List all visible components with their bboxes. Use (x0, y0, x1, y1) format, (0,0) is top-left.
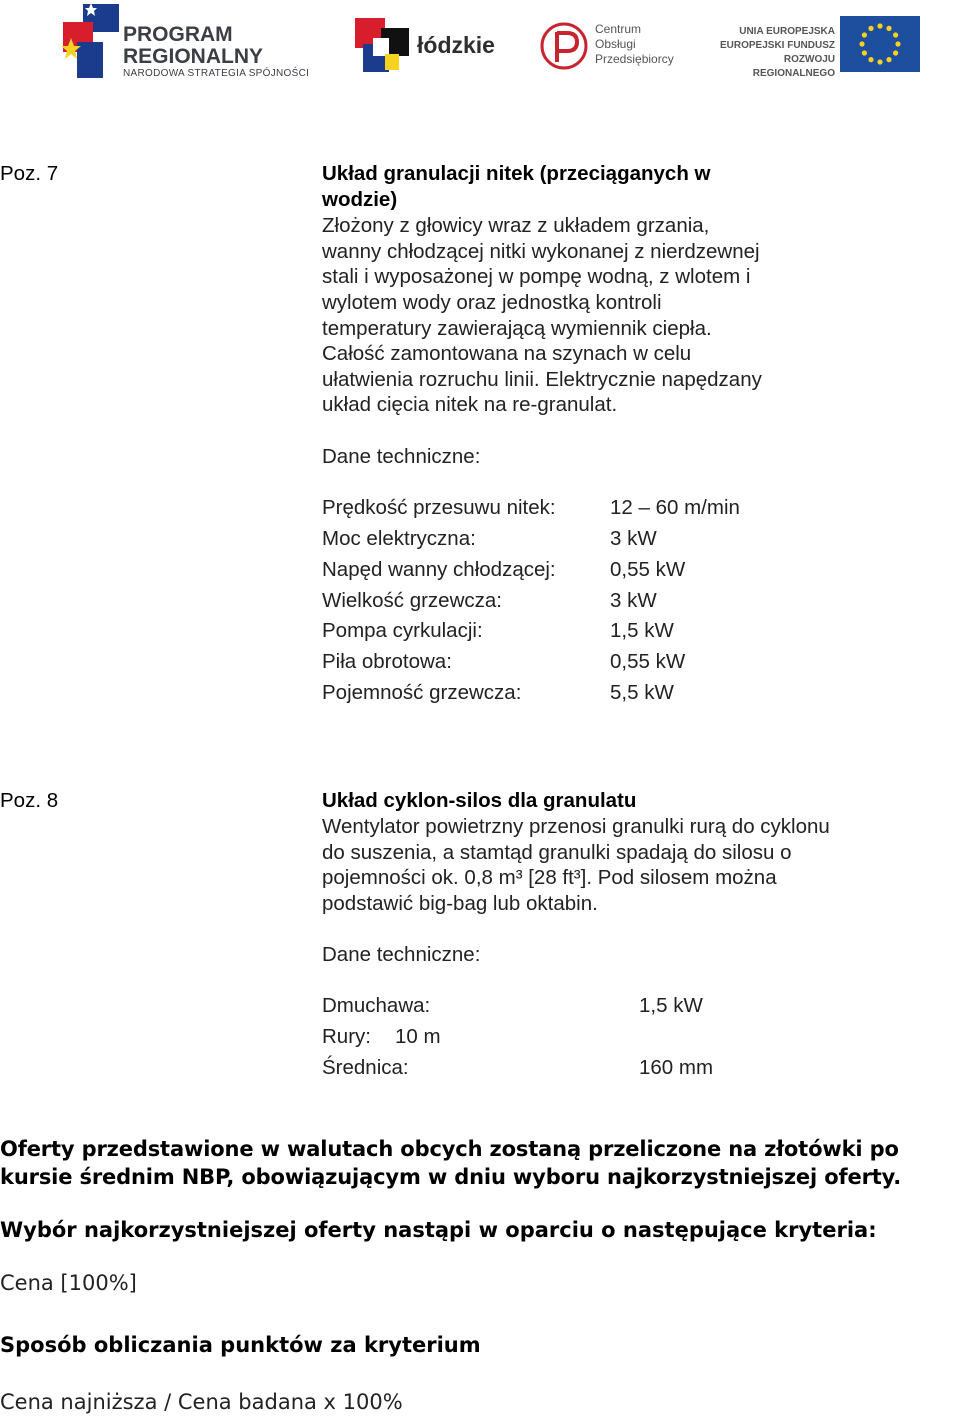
item-desc-line: temperatury zawierającą wymiennik ciepła. (322, 317, 712, 340)
eu-line1: UNIA EUROPEJSKA (739, 26, 835, 37)
spec-value: 1,5 kW (610, 619, 674, 642)
eu-line2: EUROPEJSKI FUNDUSZ (719, 40, 835, 51)
item-desc-line: wanny chłodzącej nitki wykonanej z nierdzewnej (322, 240, 760, 263)
centrum-line2: Obsługi (595, 37, 636, 51)
item-desc-line: ułatwienia rozruchu linii. Elektrycznie napędzany (322, 368, 762, 391)
eu-line3: ROZWOJU REGIONALNEGO (752, 54, 835, 79)
item-desc-line: układ cięcia nitek na re-granulat. (322, 393, 618, 416)
item-number: Poz. 8 (0, 789, 59, 812)
item-desc-line: Złożony z głowicy wraz z układem grzania, (322, 214, 710, 237)
spec-label: Dmuchawa: (322, 994, 431, 1017)
criteria-heading: Wybór najkorzystniejszej oferty nastąpi w oparciu o następujące kryteria: (0, 1218, 877, 1242)
program-regionalny-emblem-icon (55, 2, 125, 86)
item-desc-line: wylotem wody oraz jednostką kontroli (322, 291, 662, 314)
spec-label: Średnica: (322, 1056, 409, 1079)
spec-label: Piła obrotowa: (322, 650, 452, 673)
program-line2: REGIONALNY (123, 45, 264, 68)
spec-value: 0,55 kW (610, 650, 686, 673)
item-desc-line: do suszenia, a stamtąd granulki spadają do silosu o (322, 841, 792, 864)
centrum-obslugi-logo (540, 20, 674, 76)
lodzkie-emblem-icon (355, 18, 411, 74)
spec-value: 1,5 kW (639, 994, 703, 1017)
item-desc-line: pojemności ok. 0,8 m³ [28 ft³]. Pod silosem można (322, 866, 777, 889)
spec-value: 3 kW (610, 527, 657, 550)
centrum-line1: Centrum (595, 22, 642, 36)
item-desc-line: podstawić big-bag lub oktabin. (322, 892, 598, 915)
spec-label: Moc elektryczna: (322, 527, 476, 550)
item-number: Poz. 7 (0, 162, 59, 185)
spec-value: 10 m (395, 1025, 441, 1048)
spec-label: Napęd wanny chłodzącej: (322, 558, 556, 581)
spec-value: 5,5 kW (610, 681, 674, 704)
method-heading: Sposób obliczania punktów za kryterium (0, 1333, 481, 1357)
item-title-line: wodzie) (322, 188, 398, 211)
logo-bar (0, 0, 960, 100)
spec-label: Wielkość grzewcza: (322, 589, 502, 612)
offers-note-line: Oferty przedstawione w walutach obcych zostaną przeliczone na złotówki po (0, 1137, 899, 1161)
eu-flag-icon (840, 16, 920, 72)
program-line1: PROGRAM (123, 23, 233, 46)
item-title-line: Układ granulacji nitek (przeciąganych w (322, 162, 711, 185)
item-desc-line: Wentylator powietrzny przenosi granulki rurą do cyklonu (322, 815, 830, 838)
spec-value: 0,55 kW (610, 558, 686, 581)
item-title-line: Układ cyklon-silos dla granulatu (322, 789, 637, 812)
centrum-emblem-icon (540, 20, 592, 72)
spec-label: Pojemność grzewcza: (322, 681, 522, 704)
program-regionalny-logo (55, 2, 325, 86)
lodzkie-logo (355, 18, 505, 74)
item-desc-line: stali i wyposażonej w pompę wodną, z wlotem i (322, 265, 751, 288)
program-subtitle: NARODOWA STRATEGIA SPÓJNOŚCI (123, 68, 310, 79)
spec-label: Rury: (322, 1025, 371, 1048)
criteria-value: Cena [100%] (0, 1271, 137, 1295)
centrum-line3: Przedsiębiorcy (595, 52, 674, 66)
specs-label: Dane techniczne: (322, 445, 481, 468)
spec-label: Pompa cyrkulacji: (322, 619, 483, 642)
eu-logo (705, 16, 925, 79)
spec-label: Prędkość przesuwu nitek: (322, 496, 556, 519)
lodzkie-text: łódzkie (417, 32, 495, 58)
spec-value: 160 mm (639, 1056, 714, 1079)
specs-label: Dane techniczne: (322, 943, 481, 966)
spec-value: 3 kW (610, 589, 657, 612)
spec-value: 12 – 60 m/min (610, 496, 740, 519)
formula: Cena najniższa / Cena badana x 100% (0, 1390, 403, 1414)
item-desc-line: Całość zamontowana na szynach w celu (322, 342, 692, 365)
offers-note-line: kursie średnim NBP, obowiązującym w dniu wyboru najkorzystniejszej oferty. (0, 1165, 902, 1189)
